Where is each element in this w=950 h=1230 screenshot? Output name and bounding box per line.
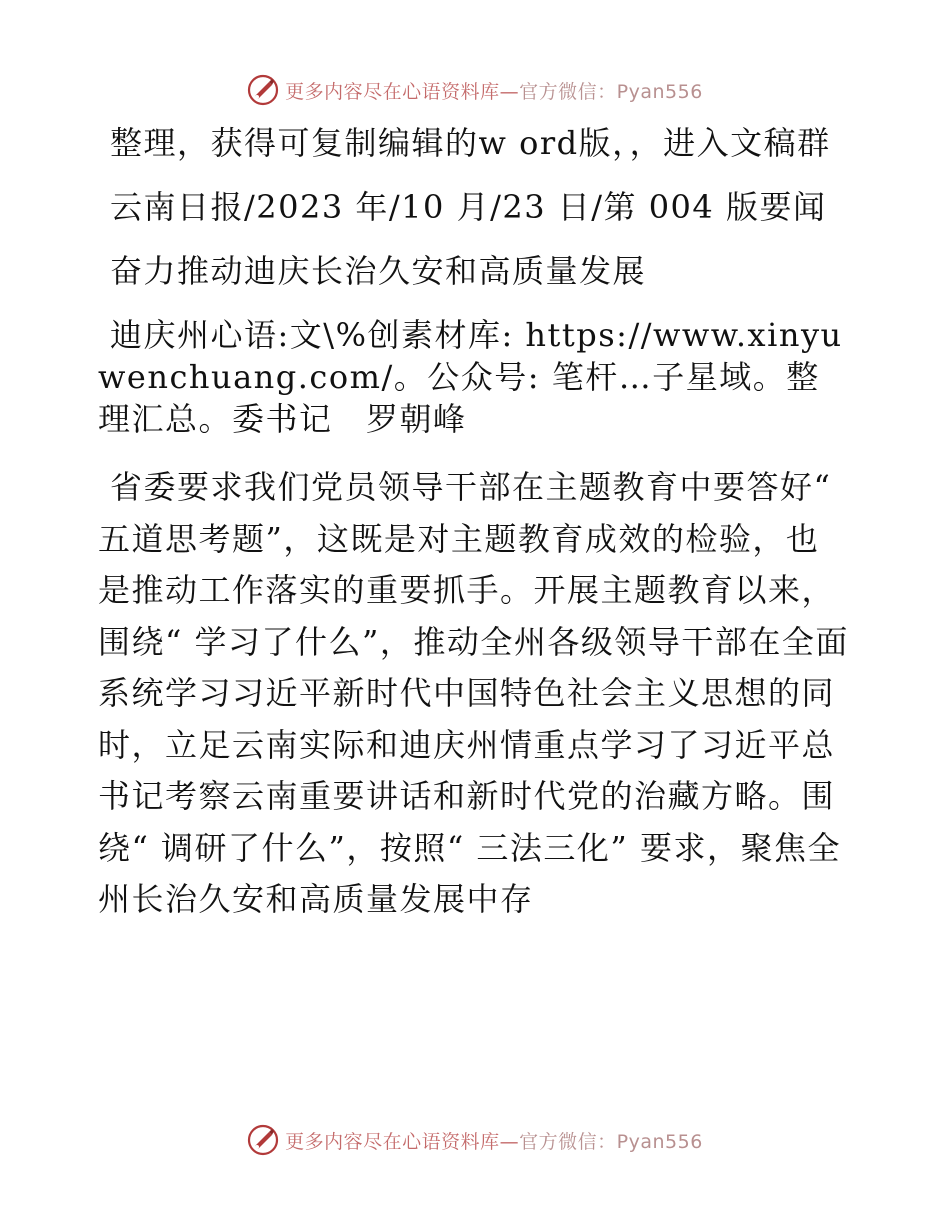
header-banner-text: [285, 77, 703, 104]
intro-paragraph: 整理，获得可复制编辑的w ord版，，进入文稿群: [110, 124, 831, 162]
document-body: [98, 122, 850, 948]
article-title: 奋力推动迪庆长治久安和高质量发展: [110, 252, 647, 290]
footer-watermark-banner: [0, 1120, 950, 1160]
header-banner-contact: 官方微信：Pyan556: [519, 80, 703, 103]
header-banner-separator: —: [499, 80, 520, 103]
byline-paragraph: 迪庆州心语:文\%创素材库: https://www.xinyuwenchuang.com/。公众号: 笔杆…子星域。整理汇总。委书记 罗朝峰: [98, 316, 843, 438]
footer-banner-separator: —: [499, 1130, 520, 1153]
brand-logo-icon: [247, 1124, 279, 1156]
footer-banner-contact: 官方微信：Pyan556: [519, 1130, 703, 1153]
footer-banner-slogan: 更多内容尽在心语资料库: [285, 1130, 500, 1153]
header-watermark-banner: [0, 70, 950, 110]
header-banner-slogan: 更多内容尽在心语资料库: [285, 80, 500, 103]
footer-banner-text: [285, 1127, 703, 1154]
brand-logo-icon: [247, 74, 279, 106]
body-paragraph: 省委要求我们党员领导干部在主题教育中要答好“ 五道思考题”，这既是对主题教育成效的检验，也是推动工作落实的重要抓手。开展主题教育以来，围绕“ 学习了什么”，推动全州各级领导干部在全面系统学习习近平新时代中国特色社会主义思想的同时，立足云南实际和迪庆州情重点学习了习近平总书记考察云南重要讲话和新时代党的治藏方略。围绕“ 调研了什么”，按照“ 三法三化” 要求，聚焦全州长治久安和高质量发展中存: [98, 468, 849, 918]
source-line: 云南日报/2023 年/10 月/23 日/第 004 版要闻: [110, 188, 827, 226]
